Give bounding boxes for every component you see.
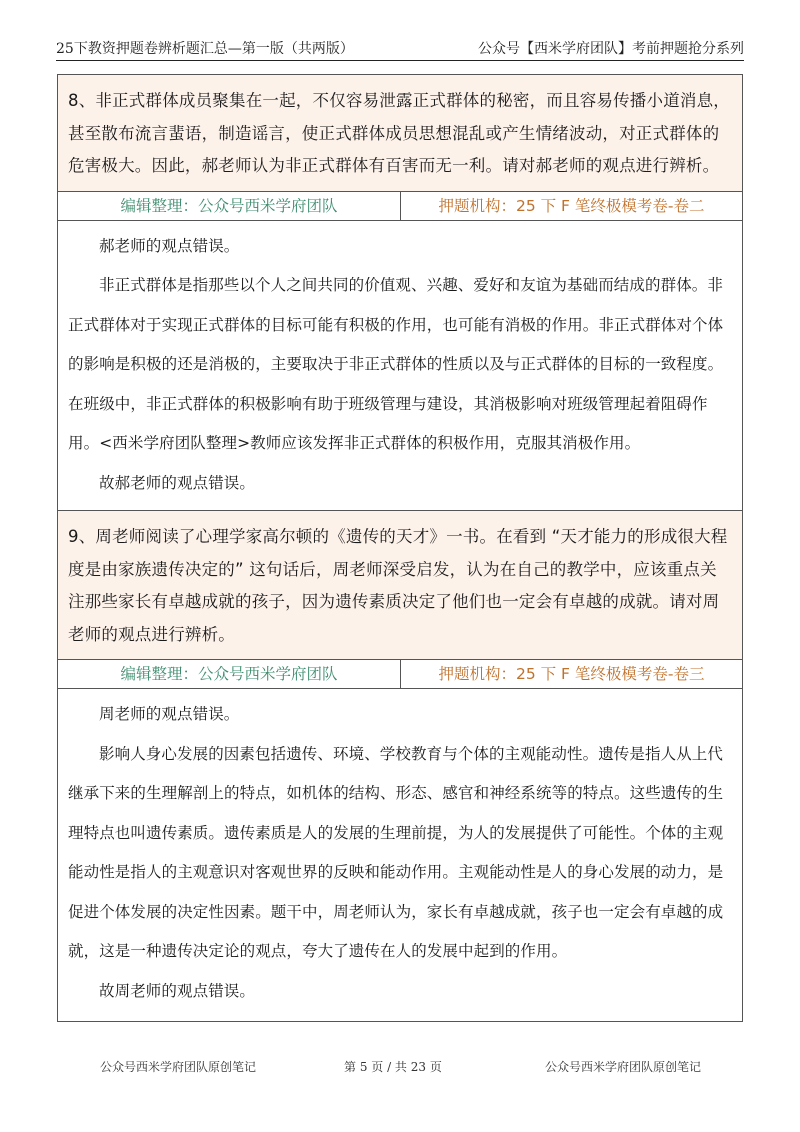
footer-left: 公众号西米学府团队原创笔记 (100, 1060, 257, 1074)
answer-block (58, 689, 742, 1021)
page-header (56, 36, 744, 61)
question-card-9 (57, 510, 743, 1022)
footer-right: 公众号西米学府团队原创笔记 (545, 1060, 702, 1074)
question-text: 9、周老师阅读了心理学家高尔顿的《遗传的天才》一书。在看到 “天才能力的形成很大程度是由家族遗传决定的” 这句话后，周老师深受启发，认为在自己的教学中，应该重点关注那些家长有卓越成就的孩子，因为遗传素质决定了他们也一定会有卓越的成就。请对周老师的观点进行辨析。 (58, 511, 742, 660)
header-title: 25下教资押题卷辨析题汇总—第一版（共两版） (56, 41, 354, 57)
header-series: 公众号【西米学府团队】考前押题抢分系列 (478, 41, 744, 57)
answer-analysis: 影响人身心发展的因素包括遗传、环境、学校教育与个体的主观能动性。遗传是指人从上代继承下来的生理解剖上的特点，如机体的结构、形态、感官和神经系统等的特点。这些遗传的生理特点也叫遗传素质。遗传素质是人的发展的生理前提，为人的发展提供了可能性。个体的主观能动性是指人的主观意识对客观世界的反映和能动作用。主观能动性是人的身心发展的动力，是促进个体发展的决定性因素。题干中，周老师认为，家长有卓越成就，孩子也一定会有卓越的成就，这是一种遗传决定论的观点，夸大了遗传在人的发展中起到的作用。 (68, 744, 724, 960)
answer-analysis: 非正式群体是指那些以个人之间共同的价值观、兴趣、爱好和友谊为基础而结成的群体。非正式群体对于实现正式群体的目标可能有积极的作用，也可能有消极的作用。非正式群体对个体的影响是积极的还是消极的，主要取决于非正式群体的性质以及与正式群体的目标的一致程度。在班级中，非正式群体的积极影响有助于班级管理与建设，其消极影响对班级管理起着阻碍作用。<西米学府团队整理>教师应该发挥非正式群体的积极作用，克服其消极作用。 (68, 276, 724, 452)
page-number: 第 5 页 / 共 23 页 (344, 1060, 442, 1074)
question-card-8 (57, 74, 743, 514)
editor-credit: 编辑整理：公众号西米学府团队 (58, 660, 401, 688)
answer-summary: 故周老师的观点错误。 (99, 981, 256, 1000)
answer-conclusion: 周老师的观点错误。 (99, 705, 240, 723)
answer-summary: 故郝老师的观点错误。 (99, 473, 256, 492)
exam-source: 押题机构：25 下 F 笔终极模考卷-卷二 (438, 196, 705, 215)
exam-source: 押题机构：25 下 F 笔终极模考卷-卷三 (438, 665, 705, 683)
answer-block (58, 221, 742, 514)
page-footer (0, 1058, 800, 1078)
answer-conclusion: 郝老师的观点错误。 (99, 236, 240, 255)
question-meta (58, 192, 742, 221)
question-meta (58, 660, 742, 689)
editor-credit: 编辑整理：公众号西米学府团队 (58, 192, 401, 220)
question-text: 8、非正式群体成员聚集在一起，不仅容易泄露正式群体的秘密，而且容易传播小道消息，甚至散布流言蜚语，制造谣言，使正式群体成员思想混乱或产生情绪波动，对正式群体的危害极大。因此，郝老师认为非正式群体有百害而无一利。请对郝老师的观点进行辨析。 (58, 75, 742, 192)
